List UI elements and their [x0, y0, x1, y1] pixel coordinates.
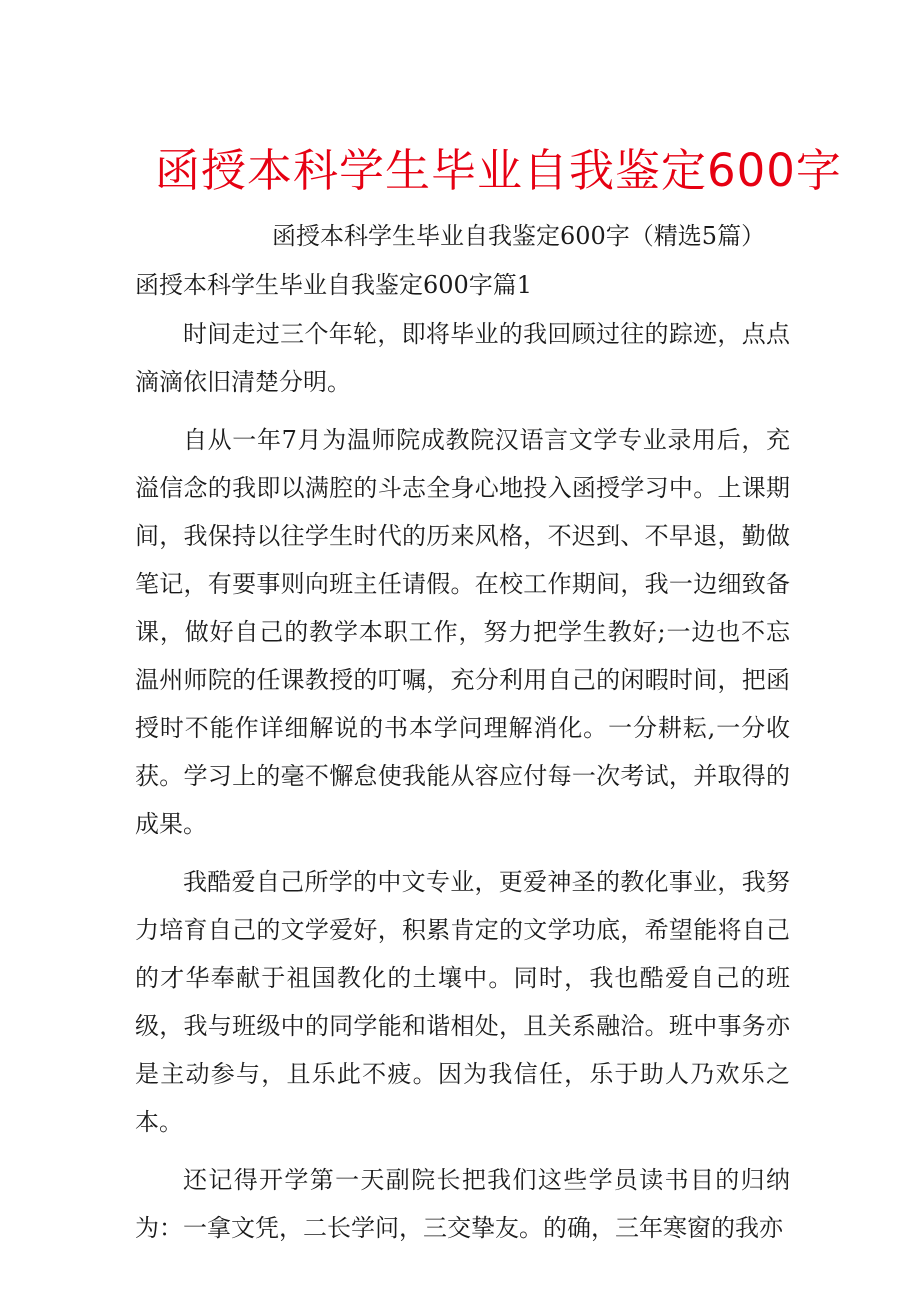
paragraph-4: 还记得开学第一天副院长把我们这些学员读书目的归纳为：一拿文凭，二长学问，三交挚友。的确，三年寒窗的我亦	[135, 1166, 790, 1242]
document-subtitle: 函授本科学生毕业自我鉴定600字（精选5篇）	[272, 222, 766, 250]
body-text	[135, 310, 790, 1262]
paragraph-3: 我酷爱自己所学的中文专业，更爱神圣的教化事业，我努力培育自己的文学爱好，积累肯定的文学功底，希望能将自己的才华奉献于祖国教化的土壤中。同时，我也酷爱自己的班级，我与班级中的同学能和谐相处，且关系融洽。班中事务亦是主动参与，且乐此不疲。因为我信任，乐于助人乃欢乐之本。	[135, 868, 790, 1136]
paragraph-2: 自从一年7月为温师院成教院汉语言文学专业录用后，充溢信念的我即以满腔的斗志全身心地投入函授学习中。上课期间，我保持以往学生时代的历来风格，不迟到、不早退，勤做笔记，有要事则向班主任请假。在校工作期间，我一边细致备课，做好自己的教学本职工作，努力把学生教好;一边也不忘温州师院的任课教授的叮嘱，充分利用自己的闲暇时间，把函授时不能作详细解说的书本学问理解消化。一分耕耘,一分收获。学习上的毫不懈怠使我能从容应付每一次考试，并取得的成果。	[135, 426, 790, 838]
section-heading: 函授本科学生毕业自我鉴定600字篇1	[135, 271, 533, 299]
paragraph-1: 时间走过三个年轮，即将毕业的我回顾过往的踪迹，点点滴滴依旧清楚分明。	[135, 320, 790, 396]
document-title: 函授本科学生毕业自我鉴定600字	[155, 144, 842, 197]
